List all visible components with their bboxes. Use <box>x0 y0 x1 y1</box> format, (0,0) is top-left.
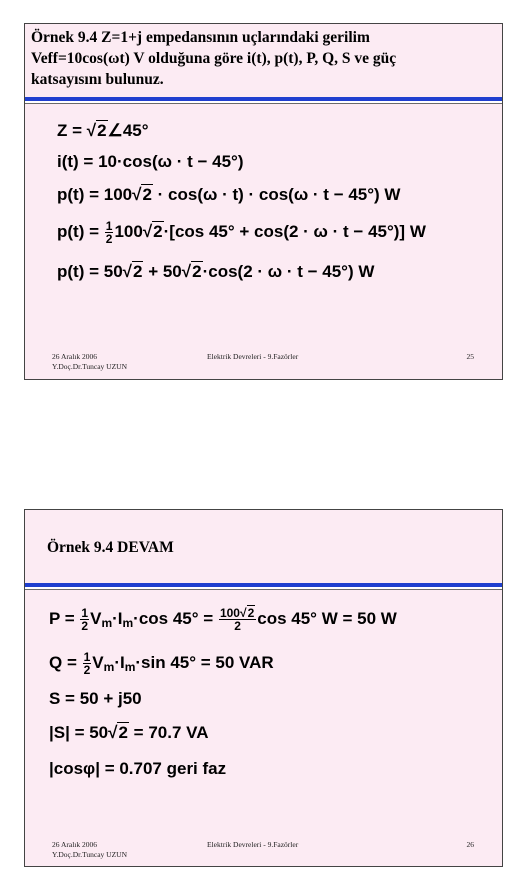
slide-26 <box>24 509 503 867</box>
equation-active-power: P = $\frac{1}{2}$ $V_m\cdot I_m\cdot\cos$ 45° = $\frac{100√2}{2}$ cos 45° W = 50 W <box>49 606 397 633</box>
equation-complex-power: S = 50 + j50 <box>49 689 142 708</box>
footer-date: 26 Aralık 2006 Y.Doç.Dr.Tuncay UZUN <box>52 840 127 859</box>
slide-title: Örnek 9.4 Z=1+j empedansının uçlarındaki gerilim Veff=10cos(ωt) V olduğuna göre i(t), p(t), P, Q, S ve güç katsayısını bulunuz. <box>31 29 397 88</box>
footer-course: Elektrik Devreleri - 9.Fazörler <box>207 840 299 849</box>
title-divider <box>25 97 502 104</box>
equation-power-3: p(t) = 50√2 + 50√2·cos(2 · ω · t − 45°) W <box>57 262 375 281</box>
footer-page-number: 26 <box>466 840 474 849</box>
equation-power-1: p(t) = 100√2 · cos(ω · t) · cos(ω · t − 45°) W <box>57 185 401 204</box>
slide-25 <box>24 23 503 380</box>
footer-page-number: 25 <box>466 352 474 361</box>
slide-title: Örnek 9.4 DEVAM <box>47 539 174 556</box>
equation-power-2: p(t) = $\frac{1}{2}$ 100√2·[cos 45° + cos(2 · ω · t − 45°)] W <box>57 219 426 246</box>
footer-course: Elektrik Devreleri - 9.Fazörler <box>207 352 299 361</box>
equation-power-factor: |cosφ| = 0.707 geri faz <box>49 759 227 778</box>
equation-impedance: Z = √2∠45° <box>57 121 149 140</box>
equation-apparent-power: |S| = 50√2 = 70.7 VA <box>49 723 209 742</box>
title-divider <box>25 583 502 590</box>
equation-current: i(t) = 10·cos(ω · t − 45°) <box>57 152 244 171</box>
footer-date: 26 Aralık 2006 Y.Doç.Dr.Tuncay UZUN <box>52 352 127 371</box>
equation-reactive-power: Q = $\frac{1}{2}$ $V_m\cdot I_m\cdot\sin$ 45° = 50 VAR <box>49 650 274 677</box>
